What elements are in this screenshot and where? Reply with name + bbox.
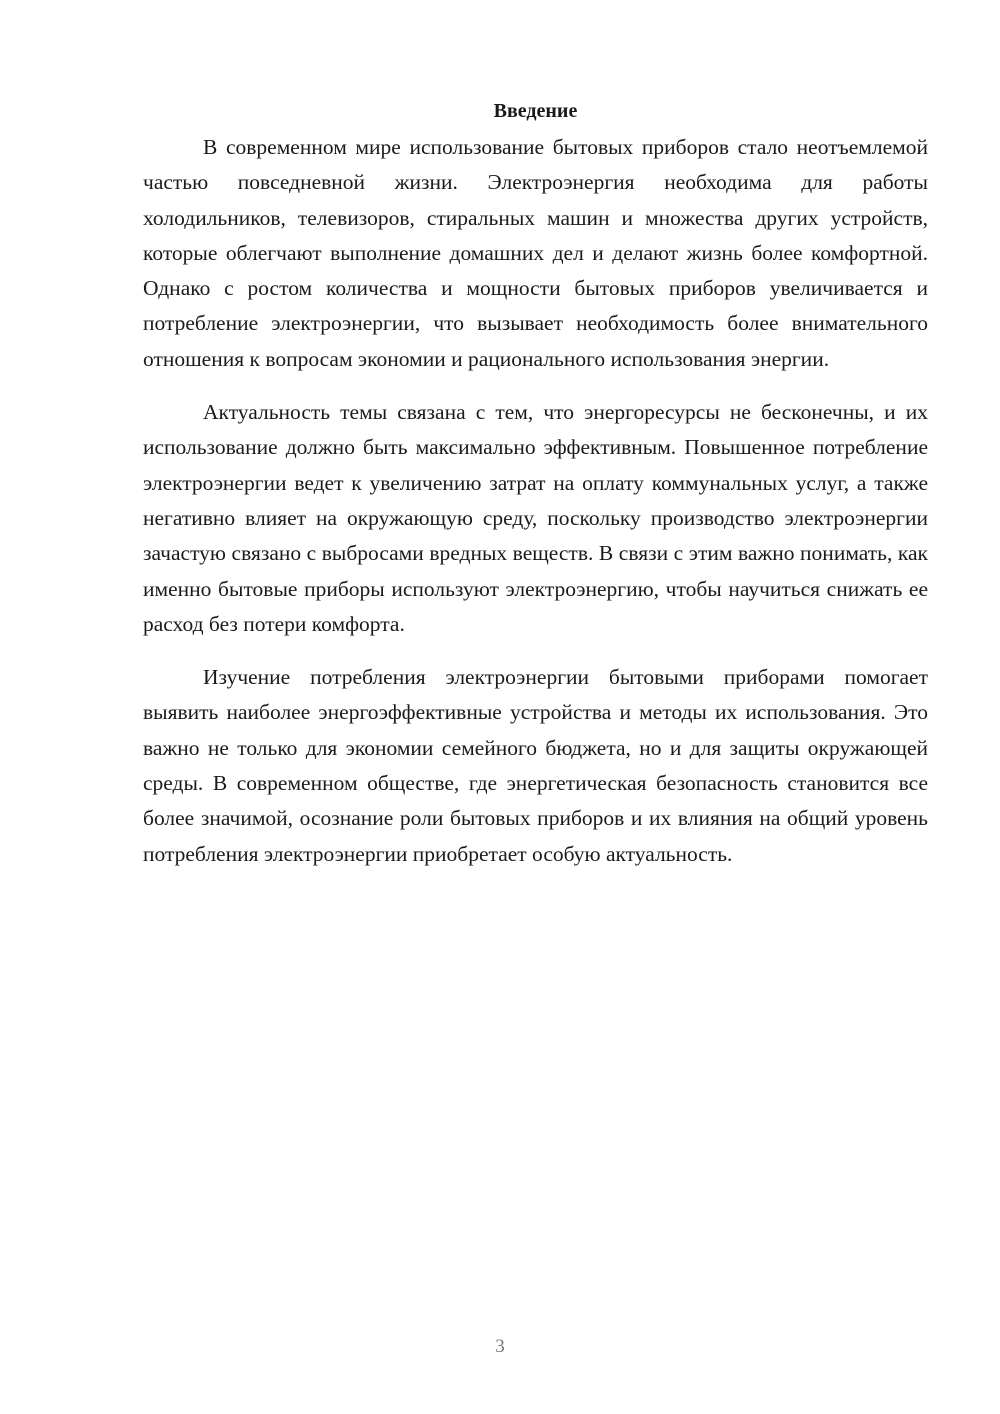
paragraph-3: Изучение потребления электроэнергии бытовыми приборами помогает выявить наиболее энергоэффективные устройства и методы их использования. Это важно не только для экономии семейного бюджета, но и для защиты окружающей среды. В современном обществе, где энергетическая безопасность становится все более значимой, осознание роли бытовых приборов и их влияния на общий уровень потребления электроэнергии приобретает особую актуальность. [143, 665, 928, 866]
page-number: 3 [495, 1336, 505, 1357]
section-heading: Введение [493, 100, 578, 122]
paragraph-1: В современном мире использование бытовых приборов стало неотъемлемой частью повседневной жизни. Электроэнергия необходима для работы холодильников, телевизоров, стиральных машин и множества других устройств, которые облегчают выполнение домашних дел и делают жизнь более комфортной. Однако с ростом количества и мощности бытовых приборов увеличивается и потребление электроэнергии, что вызывает необходимость более внимательного отношения к вопросам экономии и рационального использования энергии. [143, 135, 928, 371]
page-content [143, 96, 928, 890]
paragraph-2: Актуальность темы связана с тем, что энергоресурсы не бесконечны, и их использование должно быть максимально эффективным. Повышенное потребление электроэнергии ведет к увеличению затрат на оплату коммунальных услуг, а также негативно влияет на окружающую среду, поскольку производство электроэнергии зачастую связано с выбросами вредных веществ. В связи с этим важно понимать, как именно бытовые приборы используют электроэнергию, чтобы научиться снижать ее расход без потери комфорта. [143, 400, 928, 636]
